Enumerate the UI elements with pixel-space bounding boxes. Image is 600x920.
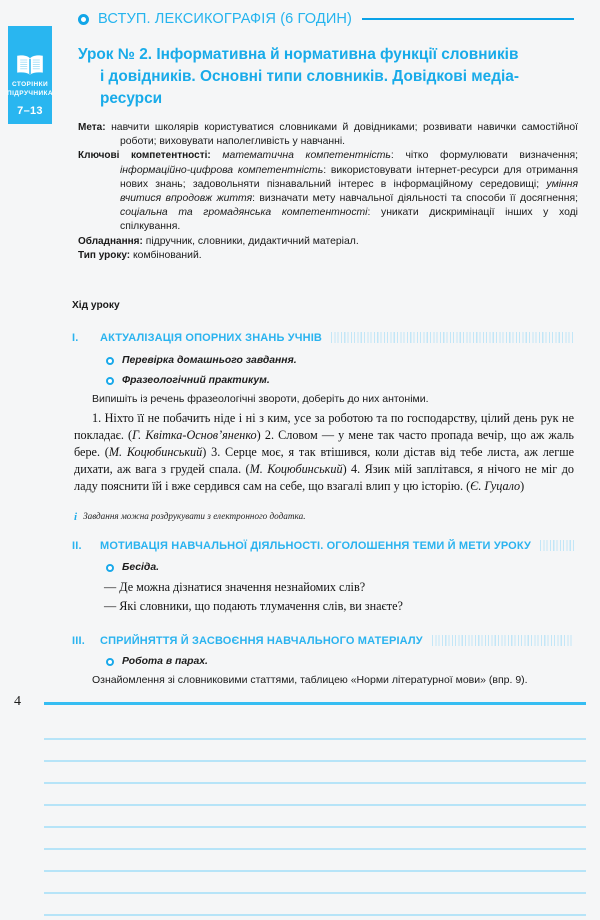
competency-social: соціальна та громадянська компетентності <box>120 207 368 219</box>
meta-lesson-type-text: комбінований. <box>133 249 202 261</box>
ring-bullet-icon <box>106 357 114 365</box>
subitem-pair-work <box>106 656 208 667</box>
sentence-1: 1. Ніхто її не побачить ніде і ні з ким, усе за роботою та по господарству, цілий день рук не покладає. ( <box>74 411 574 442</box>
competency-digital-text: : використовувати інтернет-ресурси для отримання нових знань; задовольняти пізнавальний інтерес в інформаційному середовищі; <box>120 164 578 190</box>
meta-goal-row <box>78 121 578 149</box>
author-3: М. Коцюбинський <box>249 461 343 476</box>
info-i-icon: i <box>74 511 78 523</box>
meta-goal-text: навчити школярів користуватися словниками й довідниками; розвивати навички самостійної роботи; виховувати наполегливість у навчанні. <box>111 122 579 148</box>
lesson-title-line1: Урок № 2. Інформативна й нормативна функції словників <box>78 46 519 63</box>
meta-competencies-label: Ключові компетентності: <box>78 150 211 162</box>
section-1-title: АКТУАЛІЗАЦІЯ ОПОРНИХ ЗНАНЬ УЧНІВ <box>100 331 323 344</box>
lesson-title-line2: і довідників. Основні типи словників. Довідкові медіа- <box>100 67 519 85</box>
competency-digital: інформаційно-цифрова компетентність <box>120 164 324 176</box>
task-sentences <box>74 410 574 494</box>
sentence-1-end: ) 2. Словом — у мене так часто пропада вечір, що аж жаль бере. ( <box>74 427 574 459</box>
ruled-line-strong <box>44 702 586 705</box>
section-3-hatch <box>432 635 574 646</box>
section-3-title: СПРИЙНЯТТЯ Й ЗАСВОЄННЯ НАВЧАЛЬНОГО МАТЕРІАЛУ <box>100 634 423 647</box>
ring-bullet-icon <box>106 377 114 385</box>
ruled-line <box>44 760 586 762</box>
meta-competencies-row <box>78 149 578 234</box>
page-number: 4 <box>14 694 21 709</box>
ring-bullet-icon <box>106 658 114 666</box>
sentence-4-end: ) <box>520 478 525 493</box>
ruled-line <box>44 826 586 828</box>
author-4: Є. Гуцало <box>470 478 521 493</box>
task-instruction: Випишіть із речень фразеологічні звороти, доберіть до них антоніми. <box>92 393 429 405</box>
section-heading-3 <box>72 633 586 648</box>
subitem-conversation <box>106 562 159 573</box>
info-note <box>74 511 306 523</box>
ruled-line <box>44 848 586 850</box>
author-2: М. Коцюбинський <box>108 444 203 459</box>
lesson-title-line3: ресурси <box>100 89 163 107</box>
meta-lesson-type-label: Тип уроку: <box>78 249 131 261</box>
sidebar-badge-line2: ПІДРУЧНИКА <box>7 89 53 97</box>
info-note-text: Завдання можна роздрукувати з електронного додатка. <box>83 511 306 521</box>
ring-bullet-icon <box>78 14 89 25</box>
meta-equipment-text: підручник, словники, дидактичний матеріал. <box>145 235 359 247</box>
lesson-title <box>78 44 576 110</box>
header-rule <box>362 18 574 21</box>
sentence-3-end: ) 4. Язик мій заплітався, я нічого не міг до ладу пояснити їй і вже сердився сам на себе, що взагалі влип у цю історію. ( <box>74 461 574 493</box>
lesson-meta <box>78 121 578 263</box>
sidebar-pages-badge <box>8 26 52 124</box>
author-1: Г. Квітка-Основ’яненко <box>132 427 257 442</box>
section-heading-1 <box>72 330 586 345</box>
meta-lesson-type-row <box>78 249 578 263</box>
sidebar-badge-pages: 7–13 <box>17 104 43 117</box>
subitem-label: Бесіда. <box>122 562 160 573</box>
meta-equipment-label: Обладнання: <box>78 235 143 247</box>
ruled-line <box>44 804 586 806</box>
subitem-phraseology-practicum <box>106 375 270 386</box>
meta-goal-label: Мета: <box>78 122 106 133</box>
conversation-question-1: — Де можна дізнатися значення незнайомих слів? <box>104 580 366 594</box>
section-2-title: МОТИВАЦІЯ НАВЧАЛЬНОЇ ДІЯЛЬНОСТІ. ОГОЛОШЕННЯ ТЕМИ Й МЕТИ УРОКУ <box>100 539 531 552</box>
ruled-line <box>44 738 586 740</box>
pair-work-text: Ознайомлення зі словниковими статтями, таблицею «Норми літературної мови» (впр. 9). <box>92 674 528 686</box>
subitem-label: Перевірка домашнього завдання. <box>122 355 297 366</box>
section-heading-2 <box>72 538 586 553</box>
sentence-2-end: ) 3. Серце моє, я так втішився, коли дістав від тебе листа, аж легше дихати, аж вага з грудей спала. ( <box>74 444 575 476</box>
competency-lifelong: уміння вчитися впродовж життя <box>120 178 578 205</box>
ruled-line <box>44 892 586 894</box>
chapter-header <box>78 8 586 30</box>
section-3-number: III. <box>72 634 86 647</box>
section-2-hatch <box>540 540 574 551</box>
ruled-line <box>44 782 586 784</box>
open-book-icon <box>15 54 45 76</box>
section-1-number: I. <box>72 331 79 344</box>
competency-math: математична компетентність <box>222 150 391 162</box>
chapter-title: ВСТУП. ЛЕКСИКОГРАФІЯ (6 ГОДИН) <box>98 11 353 27</box>
section-2-number: II. <box>72 539 82 552</box>
meta-equipment-row <box>78 235 578 249</box>
section-1-hatch <box>331 332 574 343</box>
subitem-label: Фразеологічний практикум. <box>122 375 270 386</box>
competency-social-text: : уникати дискримінації інших у ході спілкування. <box>120 207 578 233</box>
ruled-line <box>44 870 586 872</box>
competency-lifelong-text: : визначати мету навчальної діяльності та способи її досягнення; <box>252 193 578 205</box>
ring-bullet-icon <box>106 564 114 572</box>
conversation-question-2: — Які словники, що подають тлумачення слів, ви знаєте? <box>104 599 403 613</box>
course-of-lesson-heading: Хід уроку <box>72 300 120 311</box>
sidebar-badge-line1: СТОРІНКИ <box>11 81 49 88</box>
competency-math-text: : чітко формулювати визначення; <box>390 150 578 162</box>
ruled-line <box>44 914 586 916</box>
subitem-label: Робота в парах. <box>122 656 208 667</box>
subitem-homework-check <box>106 355 297 366</box>
